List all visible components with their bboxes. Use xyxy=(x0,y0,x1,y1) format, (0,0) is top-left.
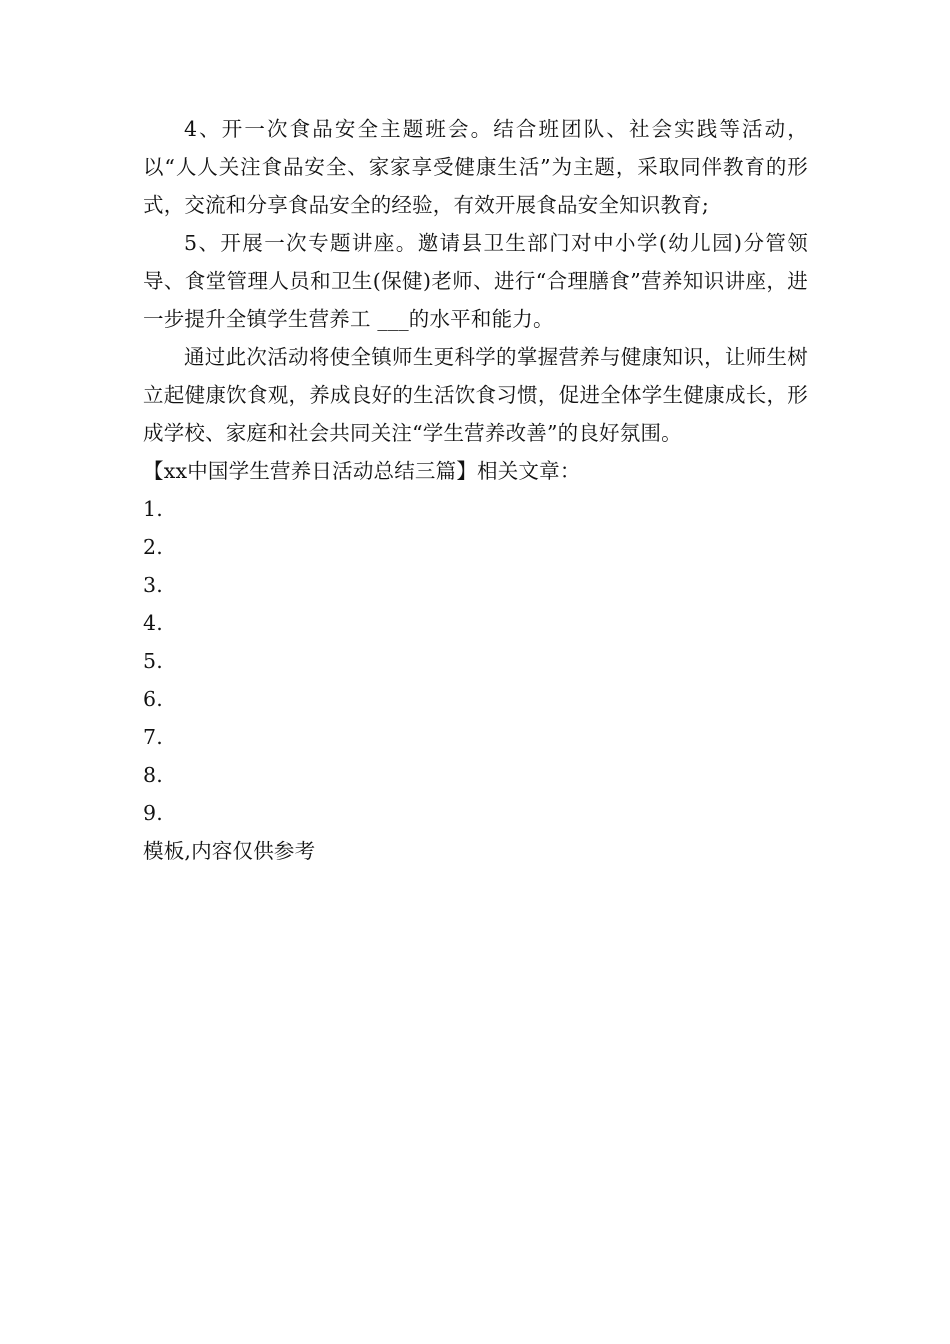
related-article-item[interactable]: 4. xyxy=(143,611,163,635)
related-article-item[interactable]: 5. xyxy=(143,649,163,673)
related-article-item[interactable]: 2. xyxy=(143,535,163,559)
paragraph-conclusion: 通过此次活动将使全镇师生更科学的掌握营养与健康知识，让师生树立起健康饮食观，养成良好的生活饮食习惯，促进全体学生健康成长，形成学校、家庭和社会共同关注“学生营养改善”的良好氛围。 xyxy=(143,345,808,445)
related-articles-list xyxy=(143,490,808,832)
related-article-item[interactable]: 8. xyxy=(143,763,163,787)
related-articles-heading: 【xx中国学生营养日活动总结三篇】相关文章： xyxy=(143,459,581,483)
paragraph-special-lecture: 5、开展一次专题讲座。邀请县卫生部门对中小学(幼儿园)分管领导、食堂管理人员和卫生(保健)老师、进行“合理膳食”营养知识讲座，进一步提升全镇学生营养工 ___的水平和能力。 xyxy=(143,231,808,331)
document-body xyxy=(143,110,808,870)
paragraph-theme-class-meeting: 4、开一次食品安全主题班会。结合班团队、社会实践等活动，以“人人关注食品安全、家家享受健康生活”为主题，采取同伴教育的形式，交流和分享食品安全的经验，有效开展食品安全知识教育; xyxy=(143,117,808,217)
related-article-item[interactable]: 3. xyxy=(143,573,163,597)
related-article-item[interactable]: 7. xyxy=(143,725,163,749)
related-article-item[interactable]: 1. xyxy=(143,497,163,521)
template-disclaimer: 模板,内容仅供参考 xyxy=(143,839,316,863)
related-article-item[interactable]: 9. xyxy=(143,801,163,825)
related-article-item[interactable]: 6. xyxy=(143,687,163,711)
